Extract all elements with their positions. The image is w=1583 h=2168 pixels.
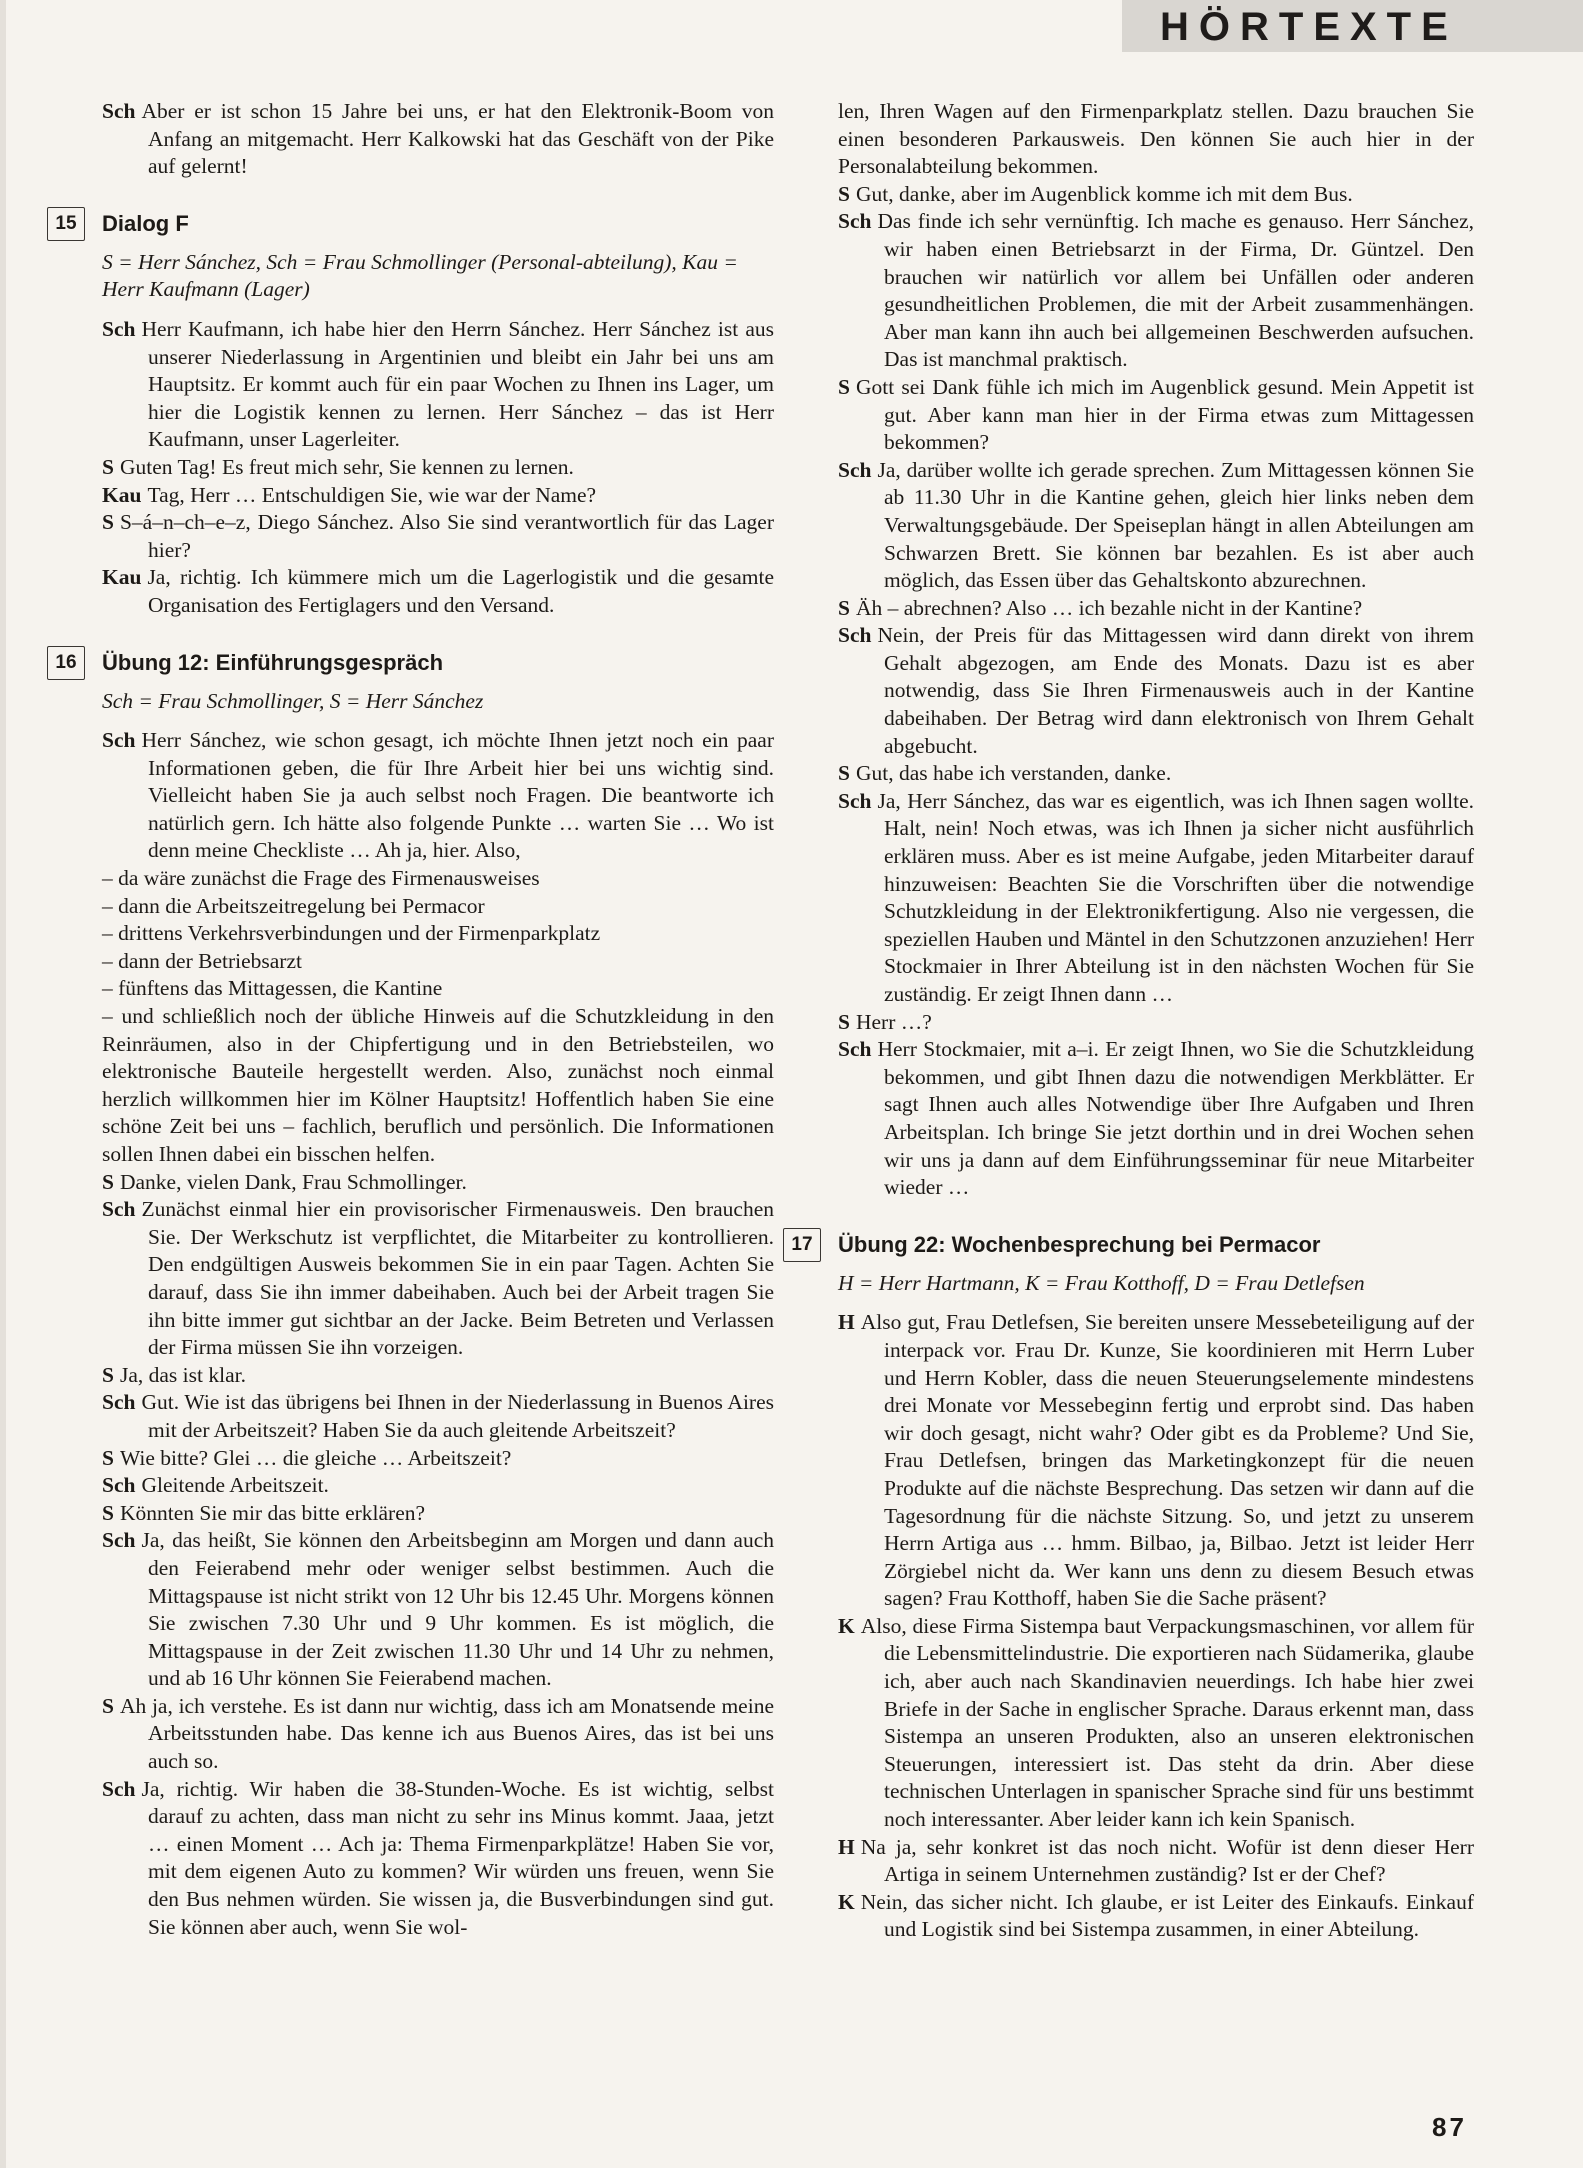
page-spine [0, 0, 6, 2168]
line-text: – fünftens das Mittagessen, die Kantine [102, 976, 443, 1001]
dialogue-line [102, 1693, 774, 1776]
dialogue-line [102, 454, 774, 482]
line-text: Aber er ist schon 15 Jahre bei uns, er hat den Elektronik-Boom von Anfang an mitgemacht. Herr Kalkowski hat das Geschäft von der Pike auf gelernt! [141, 99, 774, 179]
line-text: Gleitende Arbeitszeit. [141, 1473, 329, 1498]
dialogue-line [102, 1169, 774, 1197]
line-text: Ja, das ist klar. [119, 1362, 246, 1387]
dialogue-line [102, 1500, 774, 1528]
line-text: Ja, darüber wollte ich gerade sprechen. Zum Mittagessen können Sie ab 11.30 Uhr in die Kantine gehen, gleich hier links neben dem Verwaltungsgebäude. Der Speiseplan hängt in allen Abteilungen am Schwarzen Brett. Sie können bar bezahlen. Es ist aber auch möglich, das Essen über das Gehaltskonto abzurechnen. [877, 457, 1474, 593]
dialogue-line [838, 788, 1474, 1009]
section-title: Übung 12: Einführungsgespräch [102, 649, 444, 675]
line-text: Na ja, sehr konkret ist das noch nicht. Wofür ist denn dieser Herr Artiga in seinem Unternehmen zuständig? Ist er der Chef? [860, 1834, 1474, 1887]
line-text: Nein, der Preis für das Mittagessen wird dann direkt von ihrem Gehalt abgezogen, am Ende des Monats. Dazu ist es aber notwendig, dass Sie Ihren Firmenausweis auch in der Kantine dabeihaben. Der Betrag wird dann elektronisch von Ihrem Gehalt abgebucht. [877, 623, 1474, 758]
section-heading [55, 207, 774, 247]
section-title: Dialog F [102, 210, 189, 236]
speaker-label: Kau [102, 565, 142, 590]
speaker-label: Sch [102, 1473, 136, 1498]
line-text: Ah ja, ich verstehe. Es ist dann nur wichtig, dass ich am Monatsende meine Arbeitsstunden habe. Das kenne ich aus Buenos Aires, das ist bei uns auch so. [119, 1693, 774, 1774]
line-text: Also gut, Frau Detlefsen, Sie bereiten unsere Messebeteiligung auf der interpack vor. Frau Dr. Kunze, Sie koordinieren mit Herrn Luber und Herrn Kobler, dass die neuen Steuerungselemente mindestens drei Monate vor Messebeginn fertig und erprobt sind. Das haben wir doch gesagt, nicht wahr? Oder gibt es da Probleme? Und Sie, Frau Detlefsen, bringen das Marketingkonzept für die neuen Produkte auf die nächste Besprechung. Das setzen wir dann auf die Tagesordnung für die nächste Sitzung. So, und jetzt zu unserem Herrn Artiga aus … hmm. Bilbao, ja, Bilbao. Jetzt ist leider Herr Zörgiebel nicht da. Wer kann uns denn zu diesem Besuch etwas sagen? Frau Kotthoff, haben Sie die Sache präsent? [860, 1310, 1474, 1611]
line-text: Tag, Herr … Entschuldigen Sie, wie war der Name? [147, 482, 597, 507]
speaker-label: S [838, 374, 850, 399]
speaker-label: S [102, 1445, 114, 1470]
dialogue-line [838, 1309, 1474, 1613]
dialogue-line [102, 1389, 774, 1444]
line-text: Herr …? [855, 1009, 932, 1034]
dialogue-line [838, 1036, 1474, 1202]
dialogue-line [838, 457, 1474, 595]
line-text: – da wäre zunächst die Frage des Firmenausweises [102, 866, 540, 891]
speaker-label: S [838, 1009, 850, 1034]
line-text: Zunächst einmal hier ein provisorischer Firmenausweis. Den brauchen Sie. Der Werkschutz ist verpflichtet, die Mitarbeiter zu kontrollieren. Den endgültigen Ausweis bekommen Sie in ein paar Tagen. Achten Sie darauf, dass Sie ihn immer dabeihaben. Auch bei der Arbeit tragen Sie ihn bitte immer gut sichtbar an der Jacke. Beim Betreten und Verlassen der Firma müssen Sie ihn vorzeigen. [141, 1197, 774, 1360]
line-text: Gut, das habe ich verstanden, danke. [855, 761, 1172, 786]
speaker-label: K [838, 1613, 855, 1638]
speaker-label: Kau [102, 482, 142, 507]
line-text: Ja, das heißt, Sie können den Arbeitsbeginn am Morgen und dann auch den Feierabend mehr oder weniger selbst bestimmen. Auch die Mittagspause ist nicht strikt von 12 Uhr bis 12.45 Uhr. Morgens können Sie zwischen 7.30 Uhr und 9 Uhr kommen. Es ist möglich, die Mittagspause in der Zeit zwischen 11.30 Uhr und 14 Uhr zu nehmen, und ab 16 Uhr können Sie Feierabend machen. [141, 1528, 774, 1691]
speaker-label: Sch [838, 209, 872, 234]
speaker-label: S [102, 454, 114, 479]
speaker-label: Sch [102, 1776, 136, 1801]
line-text: Danke, vielen Dank, Frau Schmollinger. [119, 1169, 467, 1194]
speaker-label: Sch [102, 1528, 136, 1553]
section-title: Übung 22: Wochenbesprechung bei Permacor [838, 1231, 1321, 1257]
line-text: – und schließlich noch der übliche Hinweis auf die Schutzkleidung in den Reinräumen, also in der Chipfertigung und in den Betriebsteilen, wo elektronische Bauteile hergestellt werden. Also, zunächst noch einmal herzlich willkommen hier im Kölner Hauptsitz! Hoffentlich haben Sie eine schöne Zeit bei uns – fachlich, beruflich und persönlich. Die Informationen sollen Ihnen dabei ein bisschen helfen. [102, 1004, 774, 1166]
line-text: S–á–n–ch–e–z, Diego Sánchez. Also Sie sind verantwortlich für das Lager hier? [119, 510, 774, 562]
dialogue-line [102, 482, 774, 510]
speaker-label: S [838, 181, 850, 206]
line-text: Gut. Wie ist das übrigens bei Ihnen in der Niederlassung in Buenos Aires mit der Arbeitszeit? Haben Sie da auch gleitende Arbeitszeit? [141, 1390, 774, 1442]
dialogue-line [838, 622, 1474, 760]
dialogue-line [102, 1196, 774, 1362]
dialogue-line [838, 208, 1474, 374]
list-item [102, 975, 774, 1003]
line-text: Gut, danke, aber im Augenblick komme ich mit dem Bus. [855, 181, 1353, 206]
track-number-badge: 16 [47, 646, 85, 680]
line-text: Nein, das sicher nicht. Ich glaube, er ist Leiter des Einkaufs. Einkauf und Logistik sind bei Sistempa zusammen, in einer Abteilung. [860, 1889, 1474, 1942]
dialogue-line [838, 374, 1474, 457]
speaker-label: K [838, 1889, 855, 1914]
dialogue-line [838, 1889, 1474, 1944]
speaker-label: Sch [838, 1037, 872, 1062]
line-text: Gott sei Dank fühle ich mich im Augenblick gesund. Mein Appetit ist gut. Aber kann man hier in der Firma etwas zum Mittagessen bekommen? [855, 374, 1474, 455]
line-text: Herr Sánchez, wie schon gesagt, ich möchte Ihnen jetzt noch ein paar Informationen geben, die für Ihre Arbeit hier bei uns wichtig sind. Vielleicht haben Sie ja auch selbst noch Fragen. Die beantworte ich natürlich gern. Ich hätte also folgende Punkte … warten Sie … Wo ist denn meine Checkliste … Ah ja, hier. Also, [141, 728, 774, 863]
line-text: Ja, richtig. Wir haben die 38-Stunden-Woche. Es ist wichtig, selbst darauf zu achten, dass man nicht zu sehr ins Minus kommt. Jaaa, jetzt … einen Moment … Ach ja: Thema Firmenparkplätze! Haben Sie vor, mit dem eigenen Auto zu kommen? Wir würden uns freuen, wenn Sie den Bus nehmen würden. Sie wissen ja, die Busverbindungen sind gut. Sie können aber auch, wenn Sie wol- [141, 1776, 774, 1939]
list-item [102, 893, 774, 921]
dialogue-line [838, 760, 1474, 788]
right-column [791, 98, 1474, 1944]
line-text: len, Ihren Wagen auf den Firmenparkplatz stellen. Dazu brauchen Sie einen besonderen Parkausweis. Den können Sie auch hier in der Personalabteilung bekommen. [838, 99, 1474, 179]
dialogue-line [838, 181, 1474, 209]
speaker-label: Sch [838, 457, 872, 482]
speaker-label: S [838, 761, 850, 786]
line-text: Wie bitte? Glei … die gleiche … Arbeitszeit? [119, 1445, 512, 1470]
dialogue-line [102, 316, 774, 454]
dialogue-line [102, 1527, 774, 1693]
speaker-label: S [102, 1693, 114, 1718]
speaker-label: Sch [838, 788, 872, 813]
speaker-roles: S = Herr Sánchez, Sch = Frau Schmollinger (Personal-abteilung), Kau = Herr Kaufmann (Lager) [102, 249, 738, 302]
section-heading [55, 646, 774, 686]
speaker-label: S [838, 595, 850, 620]
line-text: Das finde ich sehr vernünftig. Ich mache es genauso. Herr Sánchez, wir haben einen Betriebsarzt in der Firma, Dr. Güntzel. Den brauchen wir natürlich vor allem bei Unfällen oder anderen gesundheitlichen Problemen, die mit der Arbeit zusammenhängen. Aber man kann ihn auch bei allgemeinen Beschwerden aufsuchen. Das ist manchmal praktisch. [877, 209, 1474, 372]
dialogue-line [102, 1362, 774, 1390]
dialogue-line [102, 98, 774, 181]
speaker-roles: H = Herr Hartmann, K = Frau Kotthoff, D = Frau Detlefsen [838, 1270, 1365, 1295]
dialogue-line [102, 1472, 774, 1500]
dialogue-line [838, 1613, 1474, 1834]
list-item [102, 920, 774, 948]
section-heading [791, 1228, 1474, 1268]
speaker-label: Sch [102, 1197, 136, 1222]
dialogue-line [838, 595, 1474, 623]
dialogue-line [102, 727, 774, 865]
track-number-badge: 17 [783, 1228, 821, 1262]
line-text: Guten Tag! Es freut mich sehr, Sie kennen zu lernen. [119, 454, 574, 479]
left-column [55, 98, 774, 1941]
line-text: – drittens Verkehrsverbindungen und der Firmenparkplatz [102, 921, 601, 946]
line-text: Ja, richtig. Ich kümmere mich um die Lagerlogistik und die gesamte Organisation des Fertiglagers und den Versand. [147, 565, 774, 617]
speaker-label: S [102, 510, 114, 535]
speaker-label: Sch [102, 316, 136, 341]
list-item [102, 1003, 774, 1169]
dialogue-line [102, 1776, 774, 1942]
line-text: Äh – abrechnen? Also … ich bezahle nicht in der Kantine? [855, 595, 1363, 620]
dialogue-line [102, 564, 774, 619]
line-text: Herr Kaufmann, ich habe hier den Herrn Sánchez. Herr Sánchez ist aus unserer Niederlassung in Argentinien und bleibt ein Jahr bei uns am Hauptsitz. Er kommt auch für ein paar Wochen zu Ihnen ins Lager, um hier die Logistik kennen zu lernen. Herr Sánchez – das ist Herr Kaufmann, unser Lagerleiter. [141, 316, 774, 452]
speaker-label: Sch [102, 728, 136, 753]
line-text: Also, diese Firma Sistempa baut Verpackungsmaschinen, vor allem für die Lebensmittelindustrie. Die exportieren nach Südamerika, glaube ich, aber auch nach Skandinavien neuerdings. Ich habe hier zwei Briefe in der Sache in englischer Sprache. Daraus erkennt man, dass Sistempa an unseren Produkten, also an unseren elektronischen Steuerungen, interessiert ist. Das steht da drin. Aber diese technischen Unterlagen in spanischer Sprache sind für uns bestimmt noch interessanter. Aber leider kann ich kein Spanisch. [860, 1613, 1474, 1832]
speaker-label: Sch [102, 99, 136, 123]
speaker-label: Sch [102, 1390, 136, 1415]
dialogue-line [838, 98, 1474, 181]
dialogue-line [102, 1445, 774, 1473]
dialogue-line [838, 1834, 1474, 1889]
speaker-label: S [102, 1362, 114, 1387]
line-text: Könnten Sie mir das bitte erklären? [119, 1500, 426, 1525]
speaker-roles: Sch = Frau Schmollinger, S = Herr Sánchez [102, 688, 484, 713]
page-number: 87 [1432, 2112, 1467, 2142]
line-text: – dann die Arbeitszeitregelung bei Permacor [102, 893, 485, 918]
speaker-label: S [102, 1169, 114, 1194]
track-number-badge: 15 [47, 207, 85, 241]
page-header-title: HÖRTEXTE [1160, 5, 1458, 49]
list-item [102, 948, 774, 976]
dialogue-line [838, 1009, 1474, 1037]
dialogue-line [102, 509, 774, 564]
speaker-label: H [838, 1834, 855, 1859]
line-text: – dann der Betriebsarzt [102, 948, 302, 973]
line-text: Ja, Herr Sánchez, das war es eigentlich, was ich Ihnen sagen wollte. Halt, nein! Noch etwas, was ich Ihnen ja sicher nicht ausführlich erklären muss. Aber es ist meine Aufgabe, jeden Mitarbeiter darauf hinzuweisen: Beachten Sie die Vorschriften über die notwendige Schutzkleidung in der Elektronikfertigung. Also nie vergessen, die speziellen Hauben und Mäntel in den Schutzzonen anzuziehen! Herr Stockmaier in Ihrer Abteilung ist in den nächsten Wochen für Sie zuständig. Er zeigt Ihnen dann … [877, 788, 1474, 1006]
speaker-label: H [838, 1310, 855, 1335]
speaker-label: S [102, 1500, 114, 1525]
list-item [102, 865, 774, 893]
line-text: Herr Stockmaier, mit a–i. Er zeigt Ihnen, wo Sie die Schutzkleidung bekommen, und gibt Ihnen dazu die notwendigen Merkblätter. Er sagt Ihnen auch alles Notwendige über Ihre Aufgaben und Ihren Arbeitsplan. Ich bringe Sie jetzt dorthin und in drei Wochen sehen wir uns ja dann auf dem Einführungsseminar für neue Mitarbeiter wieder … [877, 1037, 1474, 1200]
speaker-label: Sch [838, 623, 872, 648]
